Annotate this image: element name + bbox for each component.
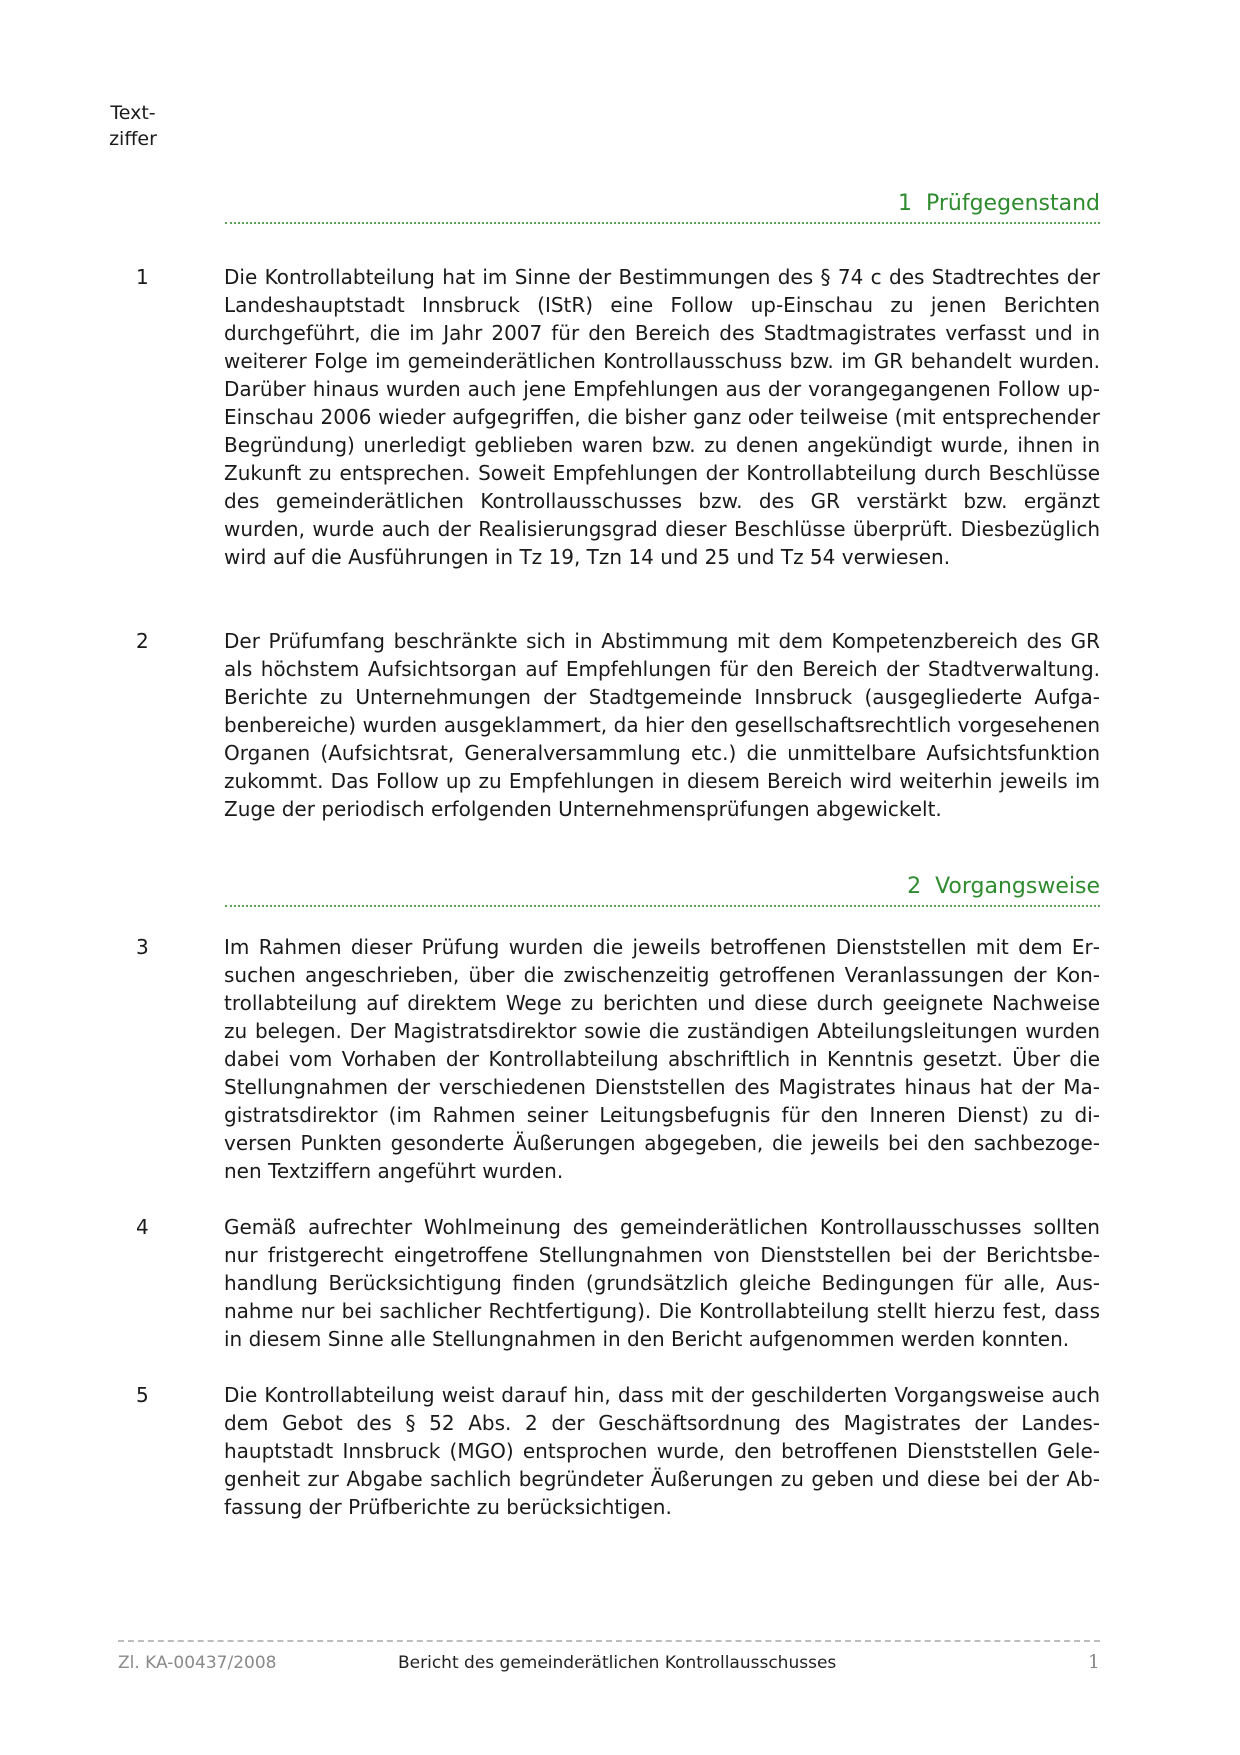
- paragraph-text: Gemäß aufrechter Wohlmeinung des gemeinderätlichen Kontrollausschusses sollten nur fristgerecht eingetroffene Stellungnahmen von Dienststellen bei der Berichtsbehandlung Berücksichtigung finden (grundsätzlich gleiche Bedingungen für alle, Ausnahme nur bei sachlicher Rechtfertigung). Die Kontrollabteilung stellt hierzu fest, dass in diesem Sinne alle Stellungnahmen in den Bericht aufgenommen werden konnten.: [224, 1215, 1100, 1351]
- paragraph-text: Die Kontrollabteilung weist darauf hin, dass mit der geschilderten Vorgangsweise auch dem Gebot des § 52 Abs. 2 der Geschäftsordnung des Magistrates der Landeshauptstadt Innsbruck (MGO) entsprochen wurde, den betroffenen Dienststellen Gelegenheit zur Abgabe sachlich begründeter Äußerungen zu geben und diese bei der Abfassung der Prüfberichte zu berücksichtigen.: [224, 1383, 1100, 1519]
- footer-divider: [118, 1640, 1100, 1642]
- section-title-text: Vorgangsweise: [935, 874, 1100, 899]
- section-number: 1: [897, 191, 912, 216]
- section-title-2: [907, 874, 1100, 899]
- footer-page-number: 1: [1087, 1651, 1100, 1673]
- margin-label-line1: Text-: [110, 102, 156, 124]
- section-title-1: [898, 191, 1100, 216]
- margin-label-line2: ziffer: [109, 128, 157, 150]
- footer-report-title: Bericht des gemeinderätlichen Kontrollausschusses: [398, 1653, 837, 1673]
- paragraph-text: Die Kontrollabteilung hat im Sinne der Bestimmungen des § 74 c des Stadtrechtes der Landeshauptstadt Innsbruck (IStR) eine Follow up-Einschau zu jenen Berichten durchgeführt, die im Jahr 2007 für den Bereich des Stadtmagistrates verfasst und in weiterer Folge im gemeinderätlichen Kontrollausschuss bzw. im GR behandelt wurden. Darüber hinaus wurden auch jene Empfehlungen aus der vorangegangenen Follow up-Einschau 2006 wieder aufgegriffen, die bisher ganz oder teilweise (mit entsprechender Begründung) unerledigt geblieben waren bzw. zu denen angekündigt wurde, ihnen in Zukunft zu entsprechen. Soweit Empfehlungen der Kontrollabteilung durch Beschlüsse des gemeinderätlichen Kontrollausschusses bzw. des GR verstärkt bzw. ergänzt wurden, wurde auch der Realisierungsgrad dieser Beschlüsse überprüft. Diesbezüglich wird auf die Ausführungen in Tz 19, Tzn 14 und 25 und Tz 54 verwiesen.: [224, 265, 1100, 569]
- section-heading-2: [225, 861, 1100, 907]
- section-title-text: Prüfgegenstand: [925, 191, 1100, 216]
- section-number: 2: [907, 874, 922, 899]
- textziffer-number: 3: [136, 935, 149, 959]
- section-heading-1: [225, 178, 1100, 224]
- paragraph-text: Der Prüfumfang beschränkte sich in Abstimmung mit dem Kompetenzbereich des GR als höchstem Aufsichtsorgan auf Empfehlungen für den Bereich der Stadtverwaltung. Berichte zu Unternehmungen der Stadtgemeinde Innsbruck (ausgegliederte Aufgabenbereiche) wurden ausgeklammert, da hier den gesellschaftsrechtlich vorgesehenen Organen (Aufsichtsrat, Generalversammlung etc.) die unmittelbare Aufsichtsfunktion zukommt. Das Follow up zu Empfehlungen in diesem Bereich wird weiterhin jeweils im Zuge der periodisch erfolgenden Unternehmensprüfungen abgewickelt.: [224, 629, 1100, 821]
- textziffer-number: 1: [136, 265, 149, 289]
- textziffer-number: 4: [136, 1215, 149, 1239]
- textziffer-number: 5: [136, 1383, 149, 1407]
- textziffer-number: 2: [136, 629, 149, 653]
- textziffer-margin-label: [108, 100, 158, 152]
- footer-reference: Zl. KA-00437/2008: [118, 1653, 277, 1673]
- paragraph-text: Im Rahmen dieser Prüfung wurden die jeweils betroffenen Dienststellen mit dem Ersuchen angeschrieben, über die zwischenzeitig getroffenen Veranlassungen der Kontrollabteilung auf direktem Wege zu berichten und diese durch geeignete Nachweise zu belegen. Der Magistratsdirektor sowie die zuständigen Abteilungsleitungen wurden dabei vom Vorhaben der Kontrollabteilung abschriftlich in Kenntnis gesetzt. Über die Stellungnahmen der verschiedenen Dienststellen des Magistrates hinaus hat der Magistratsdirektor (im Rahmen seiner Leitungsbefugnis für den Inneren Dienst) zu diversen Punkten gesonderte Äußerungen abgegeben, die jeweils bei den sachbezogenen Textziffern angeführt wurden.: [224, 935, 1100, 1183]
